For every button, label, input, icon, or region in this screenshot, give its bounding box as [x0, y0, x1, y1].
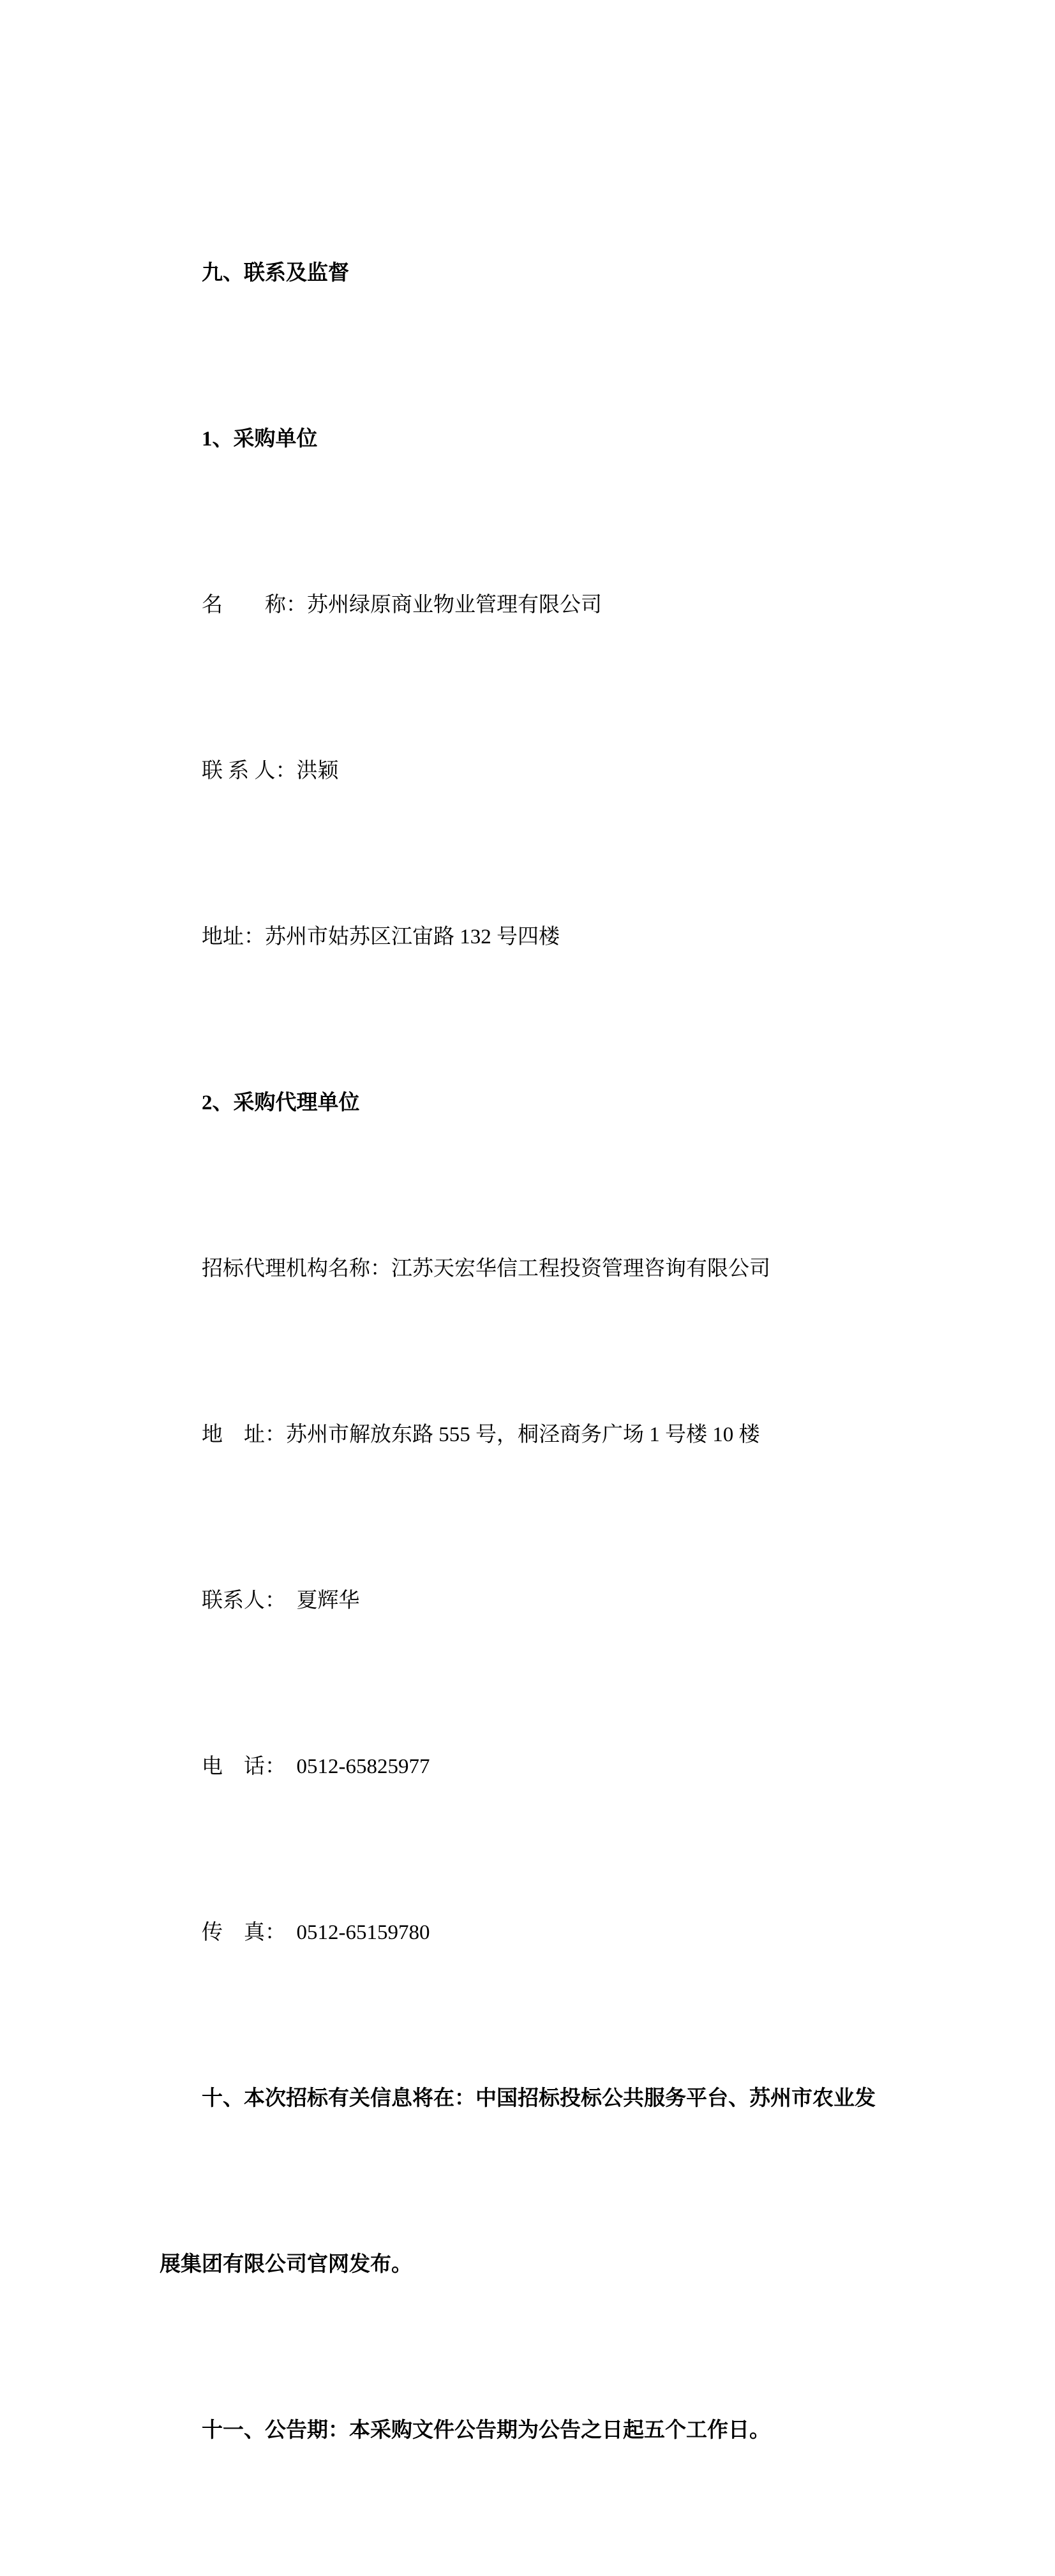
agency-phone-line: 电 话： 0512-65825977 [202, 1755, 430, 1778]
purchaser-address-line: 地址：苏州市姑苏区江宙路 132 号四楼 [202, 925, 560, 948]
purchaser-name-line: 名 称：苏州绿原商业物业管理有限公司 [202, 594, 602, 617]
agency-contact-line: 联系人： 夏辉华 [202, 1589, 360, 1612]
purchaser-heading: 1、采购单位 [202, 428, 318, 451]
section-ten-line2: 展集团有限公司官网发布。 [160, 2253, 412, 2276]
document-content [160, 128, 899, 2576]
section-eleven-text: 十一、公告期：本采购文件公告期为公告之日起五个工作日。 [202, 2419, 770, 2442]
agency-fax-line: 传 真： 0512-65159780 [202, 1921, 430, 1944]
agency-name-line: 招标代理机构名称：江苏天宏华信工程投资管理咨询有限公司 [202, 1257, 770, 1280]
section-nine-heading: 九、联系及监督 [202, 262, 349, 285]
agency-heading: 2、采购代理单位 [202, 1091, 360, 1114]
section-ten-line1: 十、本次招标有关信息将在：中国招标投标公共服务平台、苏州市农业发 [202, 2087, 876, 2110]
agency-address-line: 地 址：苏州市解放东路 555 号，桐泾商务广场 1 号楼 10 楼 [202, 1423, 760, 1446]
purchaser-contact-line: 联 系 人：洪颖 [202, 760, 339, 783]
